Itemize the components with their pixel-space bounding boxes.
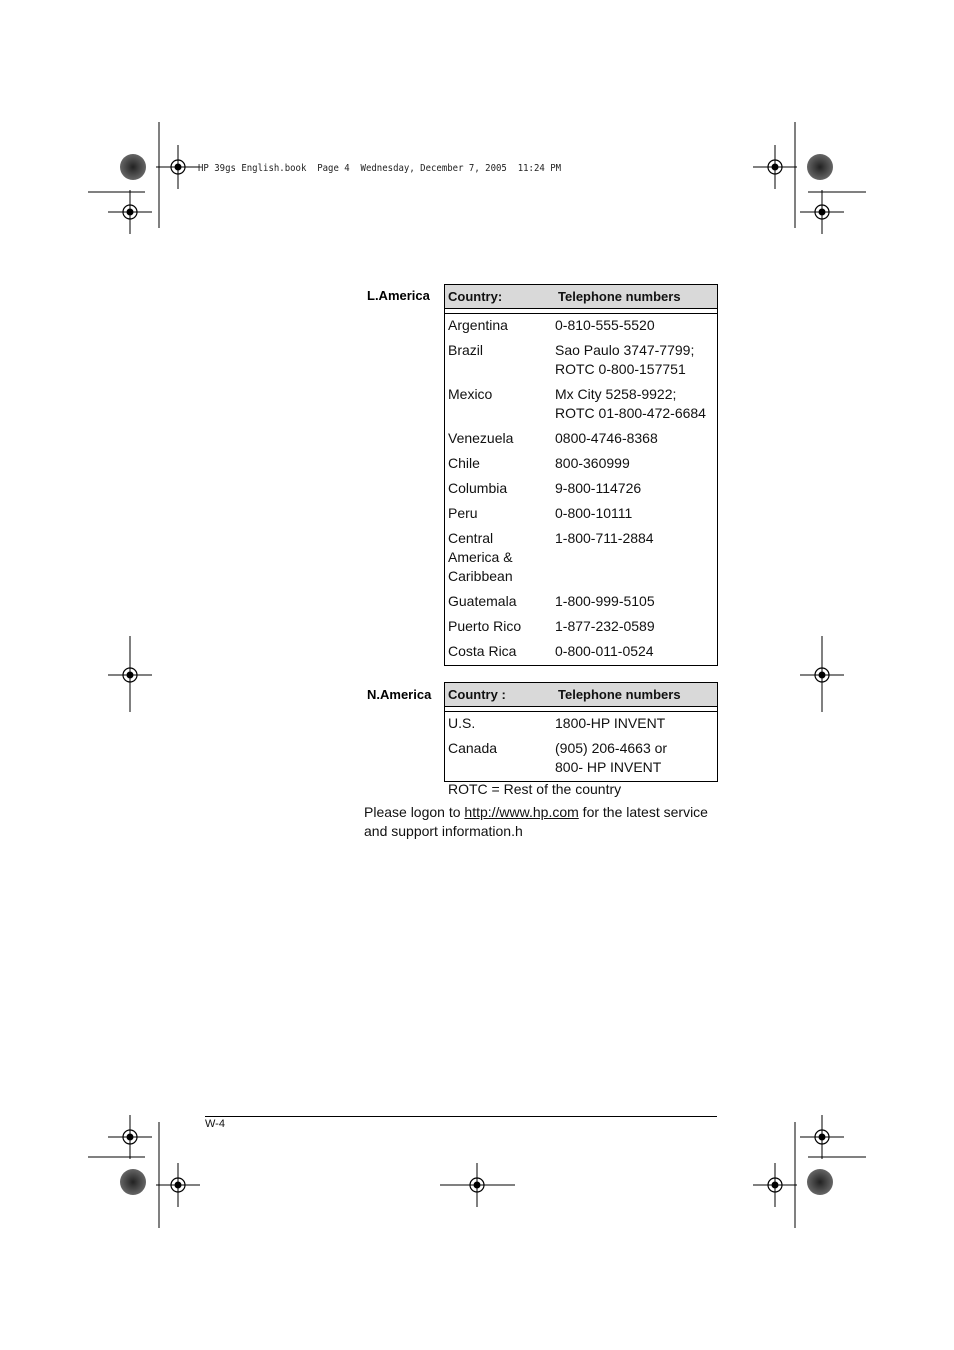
- registration-mark-icon: [156, 145, 200, 189]
- phone-cell: Mx City 5258-9922; ROTC 01-800-472-6684: [555, 386, 706, 421]
- country-cell: Canada: [448, 740, 498, 756]
- country-cell: Chile: [448, 455, 480, 471]
- table-row: [445, 592, 717, 611]
- rotc-footnote: ROTC = Rest of the country: [448, 781, 622, 797]
- phone-cell: 0-800-011-0524: [555, 643, 654, 659]
- column-header-country: Country :: [448, 687, 506, 702]
- table-row: [445, 714, 717, 733]
- phone-cell: 1-800-711-2884: [555, 530, 654, 546]
- country-cell: Puerto Rico: [448, 618, 522, 634]
- color-bar-circle-icon: [120, 154, 146, 180]
- color-bar-circle-icon: [120, 1169, 146, 1195]
- region-label-north-america: N.America: [367, 687, 432, 702]
- table-row: [445, 341, 717, 379]
- registration-mark-icon: [800, 190, 844, 234]
- phone-cell: 800-360999: [555, 455, 630, 471]
- phone-cell: Sao Paulo 3747-7799; ROTC 0-800-157751: [555, 342, 695, 377]
- latin-america-phone-table: [444, 284, 718, 666]
- table-row: [445, 429, 717, 448]
- table-row: [445, 739, 717, 777]
- phone-cell: 1-877-232-0589: [555, 618, 655, 634]
- color-bar-circle-icon: [807, 154, 833, 180]
- phone-cell: 0-810-555-5520: [555, 317, 655, 333]
- country-cell: Brazil: [448, 342, 484, 358]
- registration-mark-icon: [108, 190, 152, 234]
- table-header: [445, 285, 717, 309]
- column-header-phone: Telephone numbers: [558, 289, 681, 304]
- phone-cell: 1-800-999-5105: [555, 593, 655, 609]
- page-number: W-4: [205, 1118, 225, 1130]
- phone-cell: (905) 206-4663 or 800- HP INVENT: [555, 740, 668, 775]
- logon-paragraph: [364, 803, 724, 841]
- country-cell: Venezuela: [448, 430, 514, 446]
- country-cell: Mexico: [448, 386, 493, 402]
- logon-text-after: for the latest service and support information.h: [364, 804, 708, 839]
- phone-cell: 0-800-10111: [555, 505, 633, 521]
- country-cell: U.S.: [448, 715, 476, 731]
- region-label-latin-america: L.America: [367, 288, 430, 303]
- column-header-phone: Telephone numbers: [558, 687, 681, 702]
- color-bar-circle-icon: [807, 1169, 833, 1195]
- phone-cell: 0800-4746-8368: [555, 430, 658, 446]
- table-header: [445, 683, 717, 707]
- registration-mark-icon: [753, 1163, 797, 1207]
- north-america-phone-table: [444, 682, 718, 782]
- logon-text-before: Please logon to: [364, 804, 465, 820]
- table-row: [445, 454, 717, 473]
- table-body: [445, 712, 717, 781]
- phone-cell: 9-800-114726: [555, 480, 642, 496]
- country-cell: Costa Rica: [448, 643, 517, 659]
- registration-mark-icon: [156, 1163, 200, 1207]
- phone-cell: 1800-HP INVENT: [555, 715, 666, 731]
- country-cell: Columbia: [448, 480, 508, 496]
- registration-mark-icon: [800, 1115, 844, 1159]
- hp-website-link[interactable]: http://www.hp.com: [464, 804, 579, 820]
- table-row: [445, 529, 717, 586]
- table-row: [445, 642, 717, 661]
- table-row: [445, 504, 717, 523]
- registration-mark-icon: [753, 145, 797, 189]
- table-row: [445, 385, 717, 423]
- table-row: [445, 479, 717, 498]
- country-cell: Argentina: [448, 317, 508, 333]
- country-cell: Guatemala: [448, 593, 517, 609]
- country-cell: Central America & Caribbean: [448, 530, 513, 584]
- table-row: [445, 617, 717, 636]
- column-header-country: Country:: [448, 289, 503, 304]
- print-header-slug: HP 39gs English.book Page 4 Wednesday, December 7, 2005 11:24 PM: [198, 163, 562, 174]
- footer-rule: [205, 1116, 717, 1117]
- registration-mark-icon: [108, 1115, 152, 1159]
- table-row: [445, 316, 717, 335]
- country-cell: Peru: [448, 505, 478, 521]
- table-body: [445, 314, 717, 665]
